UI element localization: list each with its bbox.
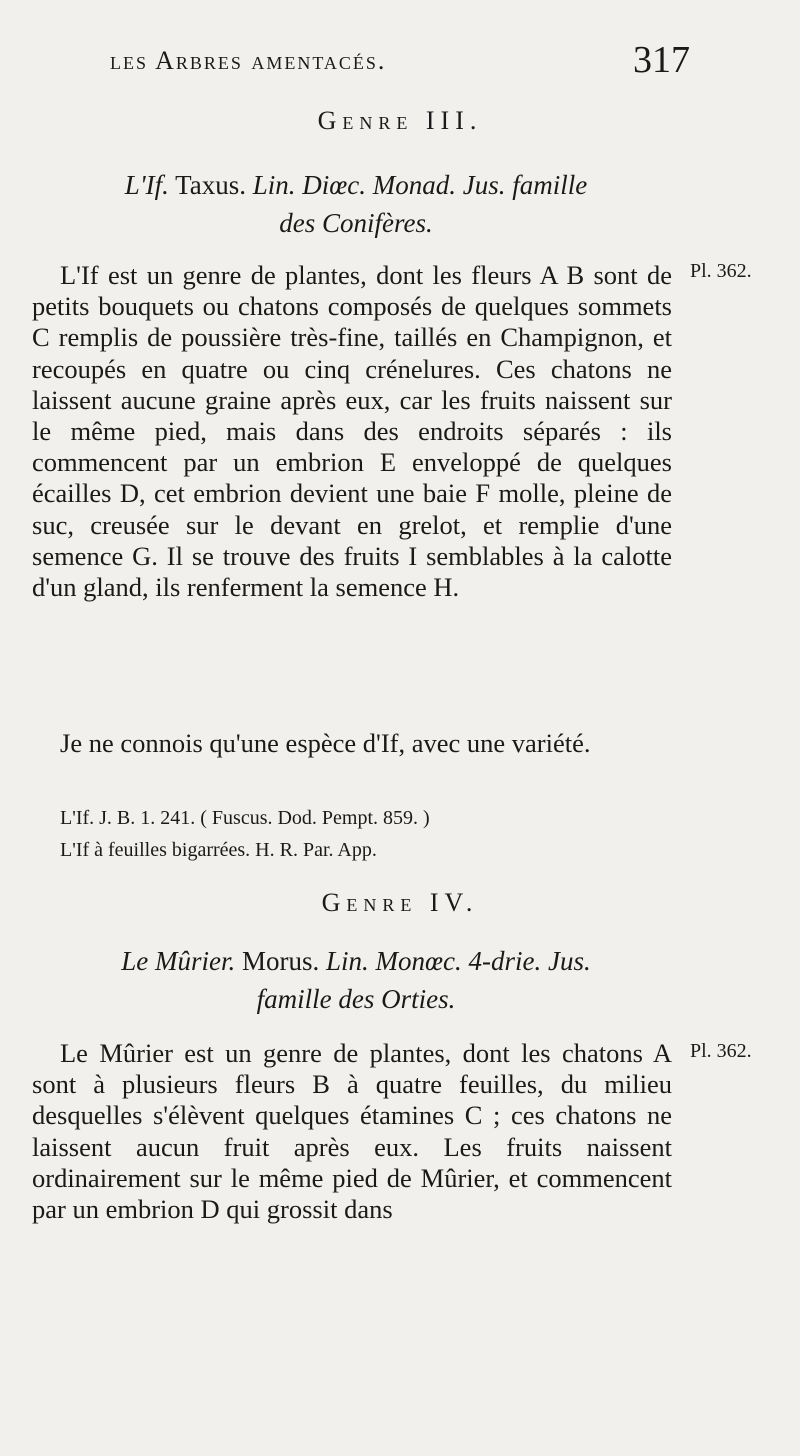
margin-note: Pl. 362. bbox=[690, 260, 752, 282]
reference-list bbox=[60, 802, 430, 866]
paragraph: Le Mûrier est un genre de plantes, dont les chatons A sont à plusieurs fleurs B à quatre feuilles, du milieu desquelles s'élèvent quelques étamines C ; ces chatons ne laissent aucun fruit après eux. Les fruits naissent ordinairement sur le même pied de Mûrier, et commencent par un embrion D qui grossit dans bbox=[32, 1038, 672, 1225]
entry-name: L'If. bbox=[124, 170, 169, 200]
entry-classification: Lin. Monœc. 4-drie. Jus. bbox=[326, 946, 591, 976]
entry-heading bbox=[32, 166, 680, 242]
entry-classification: Lin. Diœc. Monad. Jus. famille bbox=[252, 170, 588, 200]
genre-title: Genre III. bbox=[317, 106, 483, 135]
entry-heading bbox=[32, 942, 680, 1018]
reference-item: L'If. J. B. 1. 241. ( Fuscus. Dod. Pempt. 859. ) bbox=[60, 807, 430, 829]
body-text bbox=[32, 1038, 672, 1225]
running-head: les Arbres amentacés. bbox=[110, 46, 387, 75]
genre-title: Genre IV. bbox=[321, 888, 479, 917]
margin-note: Pl. 362. bbox=[690, 1040, 752, 1062]
body-text bbox=[32, 728, 672, 759]
page-number: 317 bbox=[633, 39, 690, 81]
paragraph: L'If est un genre de plantes, dont les fleurs A B sont de petits bouquets ou chatons composés de quelques sommets C remplis de poussière très-fine, taillés en Champignon, et recoupés en quatre ou cinq crénelures. Ces chatons ne laissent aucune graine après eux, car les fruits naissent sur le même pied, mais dans des endroits séparés : ils commencent par un embrion E enveloppé de quelques écailles D, cet embrion devient une baie F molle, pleine de suc, creusée sur le devant en grelot, et remplie d'une semence G. Il se trouve des fruits I semblables à la calotte d'un gland, ils renferment la semence H. bbox=[32, 260, 672, 603]
page-header bbox=[110, 36, 690, 86]
reference-item: L'If à feuilles bigarrées. H. R. Par. App. bbox=[60, 839, 377, 861]
entry-latin-name: Morus. bbox=[242, 946, 320, 976]
entry-heading-line1 bbox=[32, 166, 680, 204]
entry-latin-name: Taxus. bbox=[175, 170, 246, 200]
entry-heading-line1 bbox=[32, 942, 680, 980]
paragraph: Je ne connois qu'une espèce d'If, avec une variété. bbox=[60, 728, 591, 758]
entry-name: Le Mûrier. bbox=[121, 946, 236, 976]
entry-heading-line2: des Conifères. bbox=[279, 208, 433, 238]
body-text bbox=[32, 260, 672, 603]
entry-heading-line2: famille des Orties. bbox=[256, 984, 456, 1014]
